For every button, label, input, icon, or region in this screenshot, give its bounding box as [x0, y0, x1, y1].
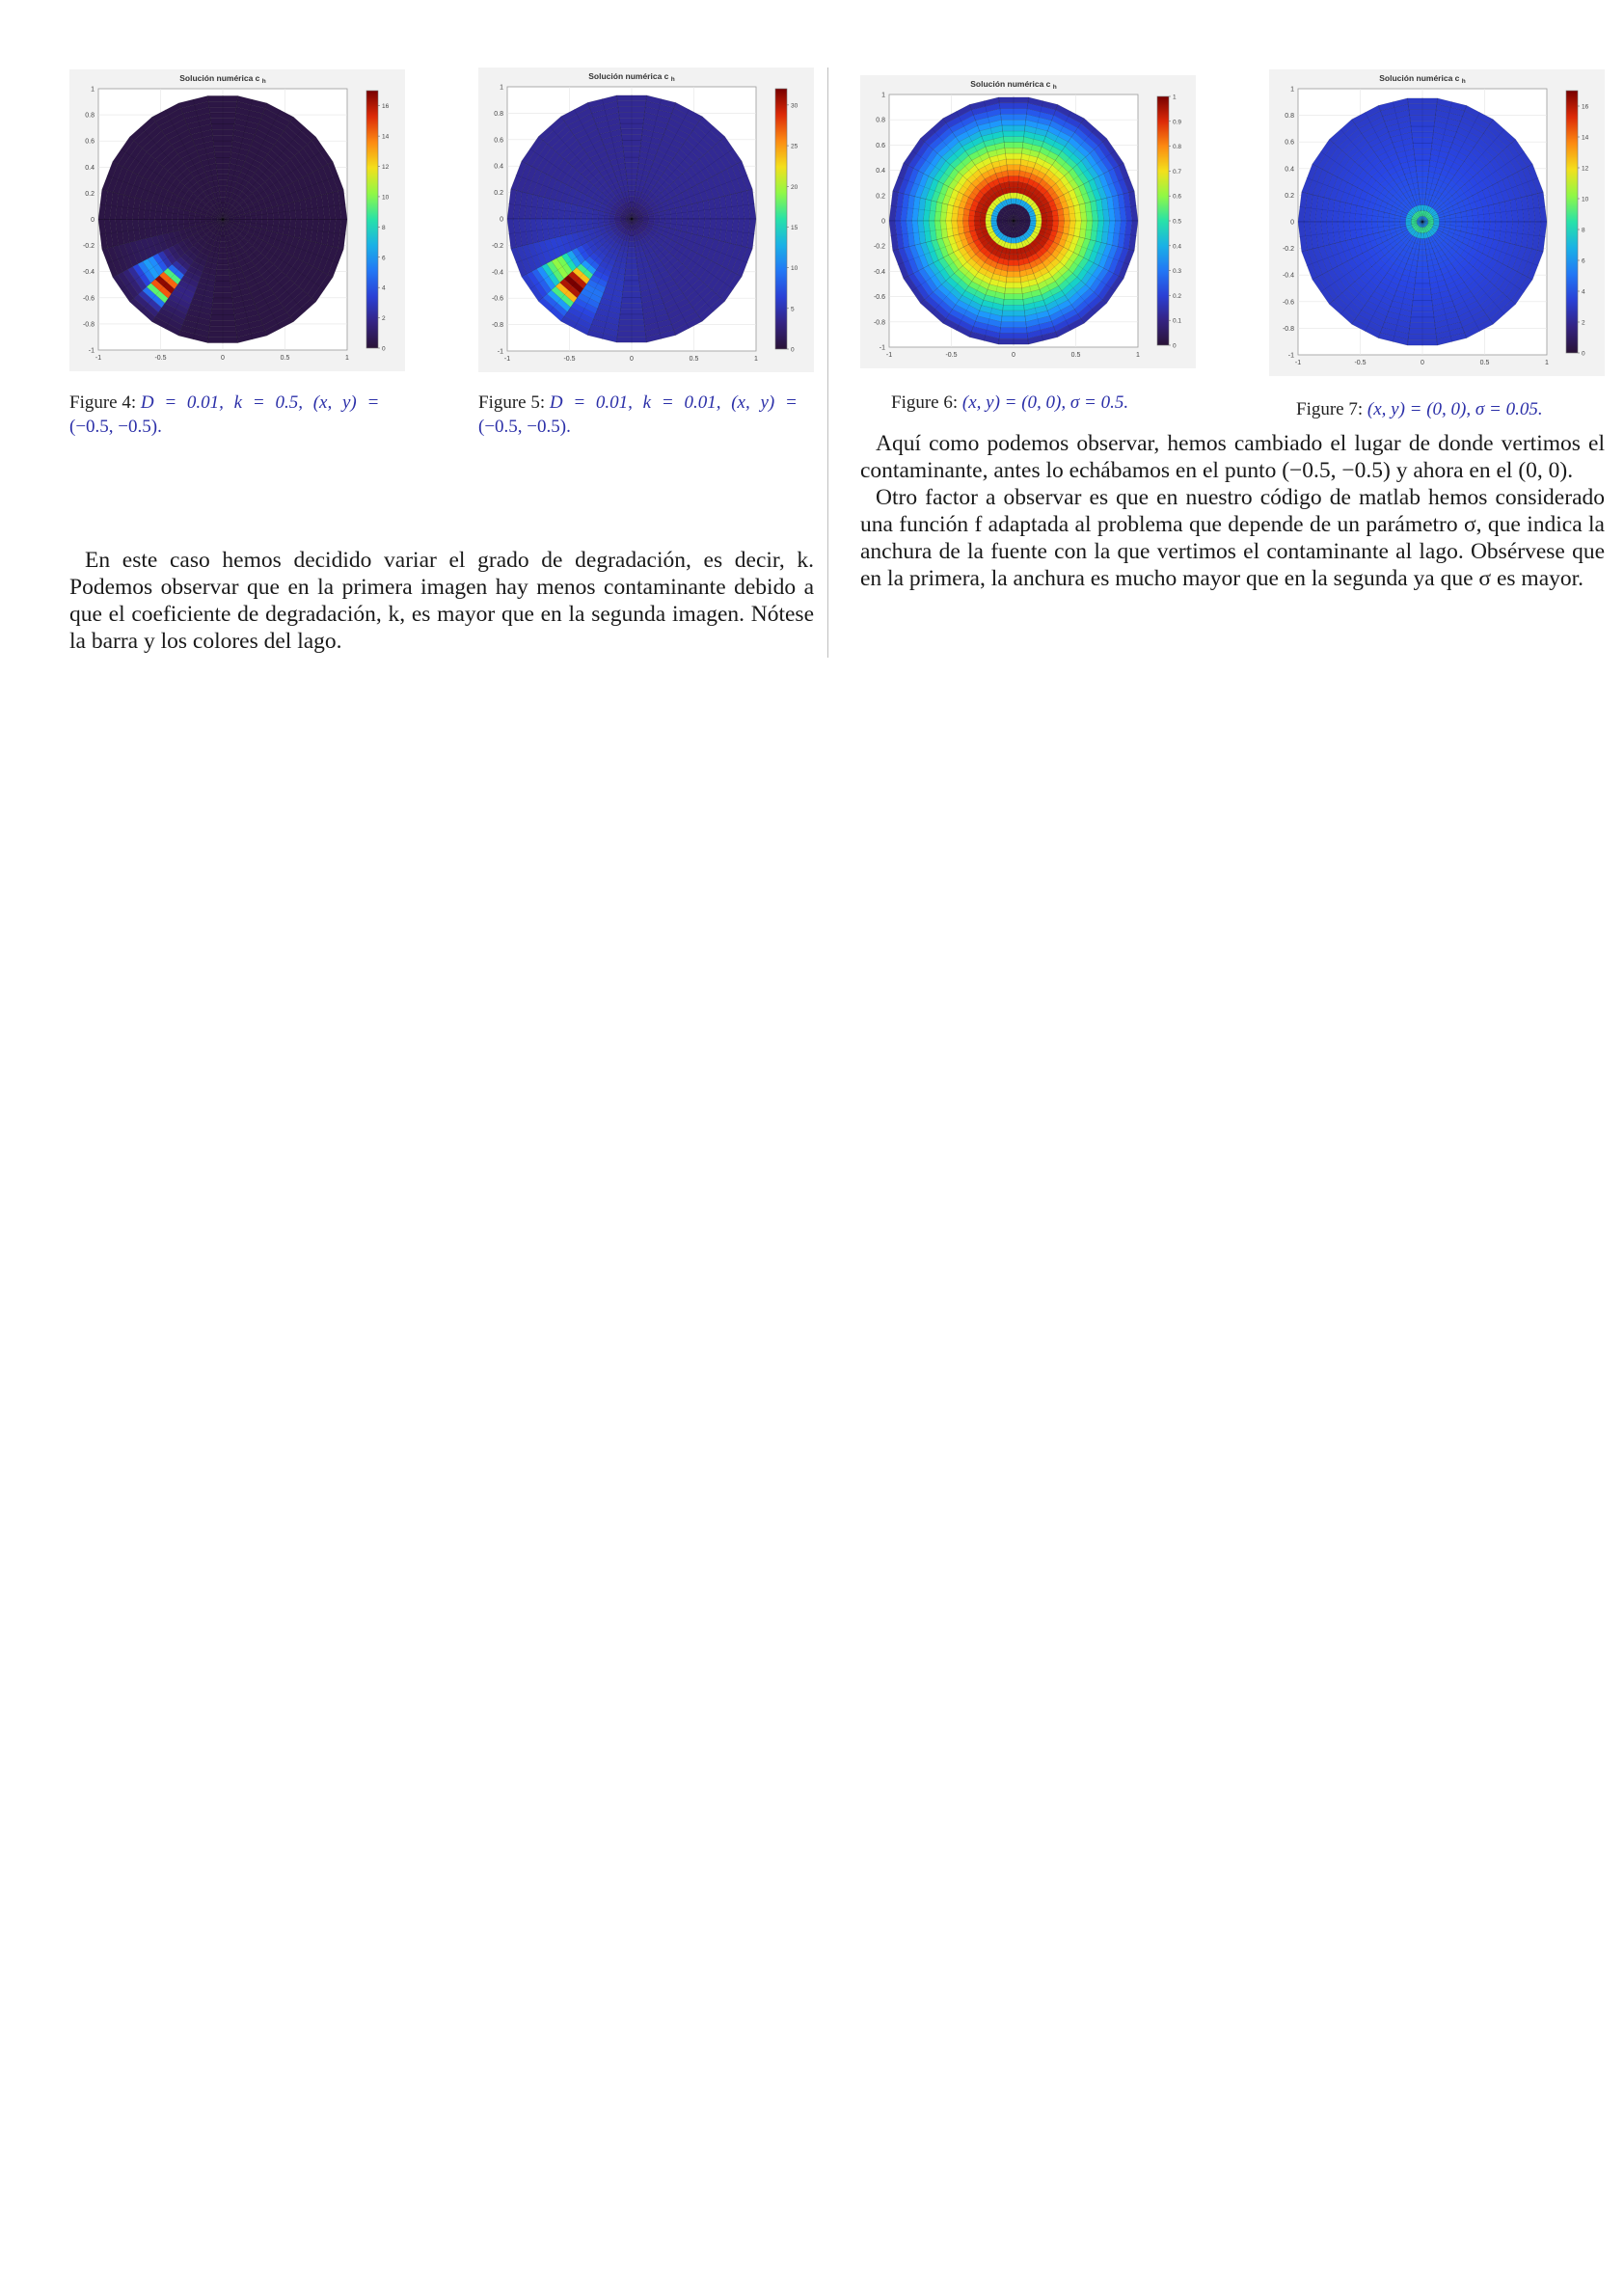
figure-4: [69, 69, 405, 371]
figure-7-caption: [1296, 397, 1605, 421]
figure-5-caption-line2: (−0.5, −0.5).: [478, 417, 571, 437]
colorbar-tick-label: 15: [791, 224, 798, 231]
x-tick-label: -0.5: [945, 352, 958, 359]
figure-6-caption: [891, 391, 1180, 415]
y-tick-label: 0: [91, 217, 95, 224]
y-tick-label: -1: [1287, 352, 1294, 360]
y-tick-label: -0.6: [1282, 299, 1294, 307]
figure-7-plot: [1269, 69, 1605, 376]
right-paragraph-2: Otro factor a observar es que en nuestro código de matlab hemos considerado una función f adaptada al problema que depende de un parámetro σ, que indica la anchura de la fuente con la que vertimos el contaminante al lago. Obsérvese que en la primera, la anchura es mucho mayor que en la segunda ya que σ es mayor.: [860, 485, 1605, 591]
y-tick-label: 0.2: [85, 190, 95, 198]
x-tick-label: -1: [95, 355, 102, 362]
x-tick-label: 0: [1012, 352, 1015, 359]
y-tick-label: -0.2: [873, 243, 885, 251]
y-tick-label: 1: [500, 84, 503, 92]
colorbar-tick-label: 8: [1582, 227, 1585, 234]
colorbar-tick-label: 16: [1582, 103, 1589, 111]
y-tick-label: 0.4: [1285, 166, 1294, 174]
right-text-block: [860, 430, 1605, 592]
y-tick-label: -0.2: [1282, 246, 1294, 254]
left-text-block: [69, 547, 814, 655]
colorbar-tick-label: 0: [382, 345, 386, 353]
figure-5: [478, 68, 814, 372]
x-tick-label: 0: [630, 356, 634, 363]
colorbar-tick-label: 10: [1582, 196, 1589, 203]
y-tick-label: -0.4: [491, 269, 503, 277]
figure-6-caption-line1: (x, y) = (0, 0), σ = 0.5.: [961, 392, 1129, 413]
y-tick-label: 0.4: [494, 163, 503, 171]
colorbar-tick-label: 10: [791, 265, 798, 273]
colorbar-tick-label: 0.6: [1173, 193, 1182, 201]
y-tick-label: 0: [1290, 219, 1294, 227]
colorbar-tick-label: 16: [382, 103, 390, 111]
x-tick-label: 1: [1136, 352, 1140, 359]
figure-7-caption-line1: (x, y) = (0, 0), σ = 0.05.: [1367, 399, 1543, 419]
y-tick-label: -0.6: [491, 295, 503, 303]
colorbar-tick-label: 10: [382, 194, 390, 202]
y-tick-label: 0.2: [494, 190, 503, 198]
colorbar-tick-label: 4: [382, 284, 386, 292]
colorbar-tick-label: 2: [1582, 319, 1585, 327]
y-tick-label: -0.4: [82, 269, 95, 277]
colorbar-tick-label: 14: [382, 133, 390, 141]
y-tick-label: -1: [88, 347, 95, 355]
colorbar-tick-label: 5: [791, 306, 795, 313]
y-tick-label: -1: [497, 348, 503, 356]
x-tick-label: -1: [1294, 360, 1302, 366]
colorbar-tick-label: 6: [1582, 257, 1585, 265]
x-tick-label: 0.5: [280, 355, 290, 362]
right-paragraph-1: Aquí como podemos observar, hemos cambiado el lugar de donde vertimos el contaminante, antes lo echábamos en el punto (−0.5, −0.5) y ahora en el (0, 0).: [860, 431, 1605, 483]
y-tick-label: -0.8: [873, 319, 885, 327]
x-tick-label: -0.5: [563, 356, 576, 363]
colorbar-tick-label: 12: [382, 164, 390, 172]
colorbar: [1157, 96, 1169, 345]
figure-4-caption-line2: (−0.5, −0.5).: [69, 417, 162, 437]
colorbar: [775, 89, 787, 349]
colorbar-tick-label: 0: [791, 346, 795, 354]
y-tick-label: 0.8: [1285, 113, 1294, 121]
y-tick-label: -0.8: [82, 321, 95, 329]
y-tick-label: 1: [1290, 86, 1294, 94]
x-tick-label: 1: [754, 356, 758, 363]
figure-7-caption-label: Figure 7:: [1296, 399, 1364, 419]
figure-5-caption-label: Figure 5:: [478, 392, 546, 413]
y-tick-label: -1: [879, 344, 885, 352]
colorbar-tick-label: 0.5: [1173, 218, 1182, 226]
left-paragraph: En este caso hemos decidido variar el grado de degradación, es decir, k. Podemos observar que en la primera imagen hay menos contaminante debido a que el coeficiente de degradación, k, es mayor que en la segunda imagen. Nótese la barra y los colores del lago.: [69, 548, 814, 654]
x-tick-label: -0.5: [154, 355, 167, 362]
y-tick-label: -0.8: [1282, 325, 1294, 333]
colorbar-tick-label: 25: [791, 143, 798, 150]
y-tick-label: -0.6: [82, 295, 95, 303]
colorbar-tick-label: 0.4: [1173, 243, 1182, 251]
figure-6-plot: [860, 75, 1196, 368]
y-tick-label: 0.2: [876, 193, 885, 201]
x-tick-label: -1: [503, 356, 511, 363]
y-tick-label: 0.8: [494, 110, 503, 118]
x-tick-label: -1: [885, 352, 893, 359]
x-tick-label: 0.5: [1070, 352, 1081, 359]
y-tick-label: -0.2: [82, 243, 95, 251]
x-tick-label: 1: [1545, 360, 1549, 366]
figure-4-caption: [69, 391, 405, 439]
y-tick-label: 0.2: [1285, 192, 1294, 200]
y-tick-label: 1: [881, 92, 885, 99]
y-tick-label: -0.2: [491, 242, 503, 250]
y-tick-label: 0.6: [1285, 139, 1294, 147]
x-tick-label: -0.5: [1354, 360, 1367, 366]
y-tick-label: -0.4: [873, 268, 885, 276]
y-tick-label: 0.8: [85, 112, 95, 120]
figure-6-caption-label: Figure 6:: [891, 392, 959, 413]
colorbar-tick-label: 14: [1582, 134, 1589, 142]
colorbar-tick-label: 12: [1582, 165, 1589, 173]
chart-title: Solución numérica c $_h$: [179, 73, 266, 85]
y-tick-label: 0.6: [85, 138, 95, 146]
figure-5-caption: [478, 391, 814, 439]
colorbar-tick-label: 6: [382, 255, 386, 262]
colorbar-tick-label: 2: [382, 315, 386, 323]
colorbar-tick-label: 0.2: [1173, 292, 1182, 300]
y-tick-label: 0.6: [494, 137, 503, 145]
y-tick-label: -0.4: [1282, 272, 1294, 280]
chart-title-subscript: h: [1052, 84, 1057, 91]
colorbar-tick-label: 0.1: [1173, 317, 1182, 325]
chart-title-subscript: h: [261, 78, 266, 85]
y-tick-label: 0: [881, 218, 885, 226]
colorbar-tick-label: 0.3: [1173, 268, 1182, 276]
y-tick-label: -0.8: [491, 322, 503, 330]
colorbar: [1566, 91, 1578, 353]
x-tick-label: 0: [221, 355, 225, 362]
y-tick-label: 0: [500, 216, 503, 224]
figure-6: [860, 75, 1196, 368]
colorbar-tick-label: 0: [1173, 342, 1177, 350]
y-tick-label: 1: [91, 86, 95, 94]
colorbar-tick-label: 1: [1173, 94, 1177, 101]
y-tick-label: 0.4: [85, 164, 95, 172]
chart-title: Solución numérica c $_h$: [970, 79, 1057, 91]
figure-5-plot: [478, 68, 814, 372]
colorbar-tick-label: 0.8: [1173, 144, 1182, 151]
colorbar: [366, 91, 378, 348]
figure-4-caption-label: Figure 4:: [69, 392, 137, 413]
figure-4-plot: [69, 69, 405, 371]
colorbar-tick-label: 0.9: [1173, 119, 1182, 126]
x-tick-label: 0.5: [1479, 360, 1490, 366]
y-tick-label: 0.8: [876, 117, 885, 124]
chart-title: Solución numérica c $_h$: [588, 71, 675, 83]
y-tick-label: 0.6: [876, 142, 885, 149]
chart-title-subscript: h: [1461, 78, 1466, 85]
colorbar-tick-label: 30: [791, 102, 798, 110]
figure-5-caption-line1: D = 0.01, k = 0.01, (x, y) =: [549, 392, 798, 413]
chart-title: Solución numérica c $_h$: [1379, 73, 1466, 85]
x-tick-label: 0.5: [689, 356, 699, 363]
y-tick-label: 0.4: [876, 168, 885, 176]
colorbar-tick-label: 4: [1582, 288, 1585, 296]
column-divider: [827, 68, 828, 658]
figure-4-caption-line1: D = 0.01, k = 0.5, (x, y) =: [140, 392, 380, 413]
x-tick-label: 1: [345, 355, 349, 362]
y-tick-label: -0.6: [873, 294, 885, 302]
figure-7: [1269, 69, 1605, 376]
x-tick-label: 0: [1421, 360, 1424, 366]
colorbar-tick-label: 0.7: [1173, 168, 1182, 176]
chart-title-subscript: h: [670, 76, 675, 83]
colorbar-tick-label: 8: [382, 224, 386, 231]
colorbar-tick-label: 0: [1582, 350, 1585, 358]
colorbar-tick-label: 20: [791, 183, 798, 191]
